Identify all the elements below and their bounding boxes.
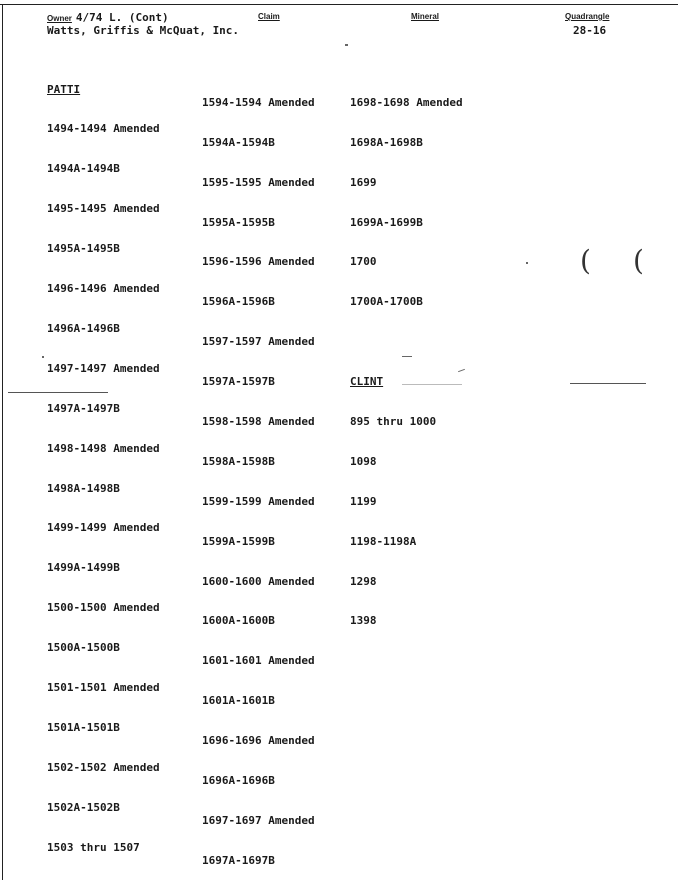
claim-entry: 1696-1696 Amended	[202, 734, 315, 748]
claim-entry: 1697A-1697B	[202, 853, 275, 867]
claim-entry: 1098	[350, 454, 377, 468]
handwritten-paren-mark: (	[633, 244, 644, 277]
claim-entry: 1595A-1595B	[202, 215, 275, 229]
claim-entry: 1502-1502 Amended	[47, 760, 160, 774]
claim-entry: 1700	[350, 255, 377, 269]
left-border	[2, 4, 3, 880]
claim-entry: 1600-1600 Amended	[202, 574, 315, 588]
claim-entry: 1699	[350, 175, 377, 189]
claim-entry: 1495-1495 Amended	[47, 202, 160, 216]
claim-entry: 1601-1601 Amended	[202, 654, 315, 668]
claim-entry: 1595-1595 Amended	[202, 175, 315, 189]
claim-entry: 1599A-1599B	[202, 534, 275, 548]
owner-name: Watts, Griffis & McQuat, Inc.	[47, 24, 240, 37]
claim-entry: 1499-1499 Amended	[47, 521, 160, 535]
owner-date: 4/74 L. (Cont)	[75, 11, 169, 24]
claim-entry: 1298	[350, 574, 377, 588]
handwritten-paren-mark: (	[580, 244, 591, 277]
claim-entry: 1597-1597 Amended	[202, 335, 315, 349]
bottom-rule-segment	[570, 383, 646, 384]
mineral-label: Mineral	[411, 12, 440, 21]
claim-entry: 1502A-1502B	[47, 800, 120, 814]
claim-group-heading-patti: PATTI	[47, 82, 81, 96]
claim-entry: 1597A-1597B	[202, 375, 275, 389]
claims-column-2	[202, 69, 315, 893]
claim-entry: 1496A-1496B	[47, 321, 120, 335]
owner-label: Owner	[47, 14, 72, 23]
claim-entry: 1594A-1594B	[202, 135, 275, 149]
claim-entry: 1498A-1498B	[47, 481, 120, 495]
claim-entry: 1198-1198A	[350, 534, 417, 548]
claim-entry: 1697-1697 Amended	[202, 813, 315, 827]
scan-speck	[402, 356, 412, 357]
claim-entry: 1500A-1500B	[47, 641, 120, 655]
bottom-rule-segment	[402, 384, 462, 385]
owner-line	[47, 11, 169, 24]
spacer	[350, 335, 463, 348]
scan-speck	[345, 44, 348, 46]
claim-entry: 1494-1494 Amended	[47, 122, 160, 136]
claim-entry: 1398	[350, 614, 377, 628]
claim-entry: 1496-1496 Amended	[47, 282, 160, 296]
claim-entry: 1698A-1698B	[350, 135, 423, 149]
claim-entry: 1696A-1696B	[202, 774, 275, 788]
claim-entry: 1598-1598 Amended	[202, 415, 315, 429]
claim-entry: 1499A-1499B	[47, 561, 120, 575]
claim-entry: 1596-1596 Amended	[202, 255, 315, 269]
claim-entry: 1498-1498 Amended	[47, 441, 160, 455]
claim-entry: 895 thru 1000	[350, 415, 437, 429]
claim-entry: 1594-1594 Amended	[202, 95, 315, 109]
claim-entry: 1501A-1501B	[47, 720, 120, 734]
claim-entry: 1598A-1598B	[202, 454, 275, 468]
claim-entry: 1497A-1497B	[47, 401, 120, 415]
top-border	[0, 4, 678, 5]
claims-column-3	[350, 69, 463, 654]
claim-entry: 1495A-1495B	[47, 242, 120, 256]
claim-entry: 1700A-1700B	[350, 295, 423, 309]
claim-entry: 1501-1501 Amended	[47, 680, 160, 694]
scan-speck	[42, 356, 44, 358]
claim-entry: 1500-1500 Amended	[47, 601, 160, 615]
claim-entry: 1601A-1601B	[202, 694, 275, 708]
claim-entry: 1599-1599 Amended	[202, 494, 315, 508]
claim-group-heading-clint: CLINT	[350, 375, 384, 389]
claims-column-1	[47, 56, 160, 880]
claim-entry: 1698-1698 Amended	[350, 95, 463, 109]
claim-entry: 1494A-1494B	[47, 162, 120, 176]
claim-label: Claim	[258, 12, 280, 21]
quadrangle-label: Quadrangle	[565, 12, 610, 21]
claim-entry: 1596A-1596B	[202, 295, 275, 309]
claim-entry: 1503 thru 1507	[47, 840, 140, 854]
claim-entry: 1199	[350, 494, 377, 508]
claim-entry: 1600A-1600B	[202, 614, 275, 628]
bottom-rule-segment	[8, 392, 108, 393]
scan-speck	[526, 262, 528, 264]
quadrangle-value: 28-16	[573, 24, 607, 37]
claim-entry: 1699A-1699B	[350, 215, 423, 229]
claim-entry: 1497-1497 Amended	[47, 361, 160, 375]
